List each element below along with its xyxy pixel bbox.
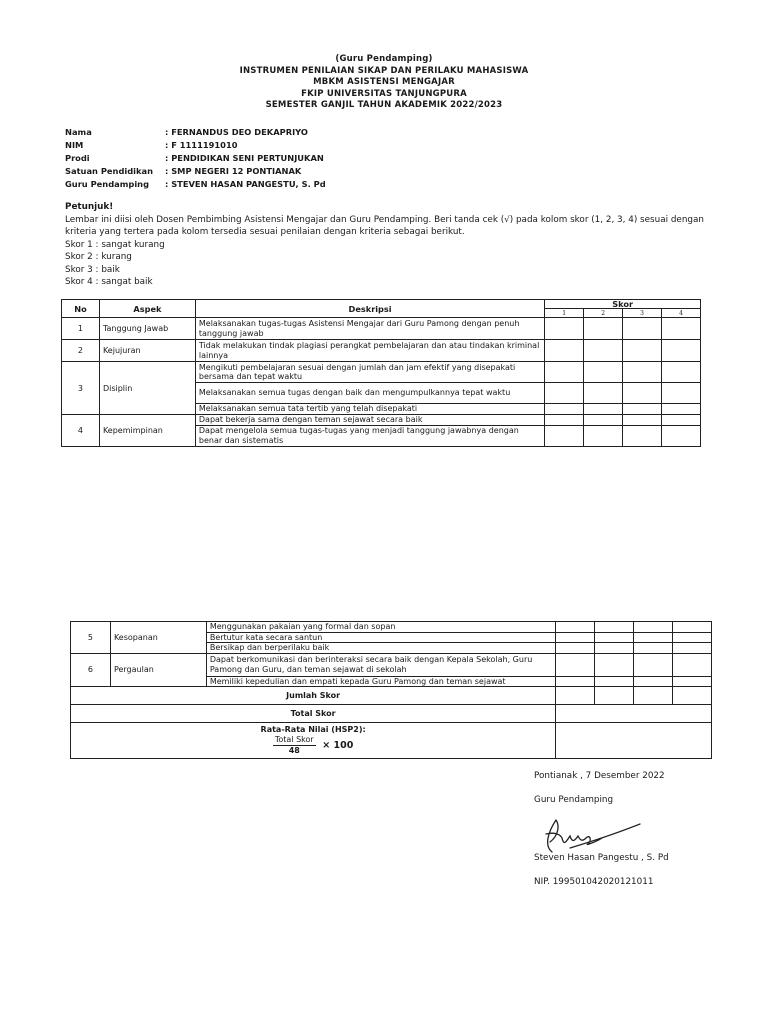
- score-cell[interactable]: [662, 318, 701, 340]
- score-cell[interactable]: [545, 362, 584, 383]
- score-cell[interactable]: [584, 404, 623, 415]
- score-cell[interactable]: [545, 318, 584, 340]
- skor-col-4: 4: [662, 309, 701, 318]
- score-cell[interactable]: [634, 643, 673, 654]
- score-cell[interactable]: [623, 383, 662, 404]
- score-cell[interactable]: [595, 632, 634, 643]
- identity-row: [65, 139, 326, 152]
- score-cell[interactable]: [634, 687, 673, 705]
- score-cell[interactable]: [556, 622, 595, 633]
- row-description: Menggunakan pakaian yang formal dan sopan: [206, 622, 555, 633]
- score-cell[interactable]: [556, 687, 595, 705]
- total-row: [71, 705, 712, 723]
- score-cell[interactable]: [556, 676, 595, 687]
- skor-col-1: 1: [545, 309, 584, 318]
- row-aspect: Tanggung Jawab: [99, 318, 195, 340]
- identity-label: Nama: [65, 127, 92, 137]
- identity-label: NIM: [65, 140, 84, 150]
- identity-label: Satuan Pendidikan: [65, 166, 154, 176]
- score-cell[interactable]: [623, 362, 662, 383]
- score-cell[interactable]: [584, 362, 623, 383]
- col-header-no: No: [62, 300, 100, 318]
- row-number: 5: [71, 622, 111, 654]
- skor-col-3: 3: [623, 309, 662, 318]
- row-description: Mengikuti pembelajaran sesuai dengan jumlah dan jam efektif yang disepakati bersama dan tepat waktu: [195, 362, 544, 383]
- row-aspect: Kepemimpinan: [99, 415, 195, 447]
- score-cell[interactable]: [634, 622, 673, 633]
- score-cell[interactable]: [595, 653, 634, 676]
- score-cell[interactable]: [662, 425, 701, 446]
- table-row: [62, 340, 701, 362]
- col-header-deskripsi: Deskripsi: [195, 300, 544, 318]
- score-cell[interactable]: [662, 362, 701, 383]
- score-cell[interactable]: [662, 340, 701, 362]
- row-description: Memiliki kepedulian dan empati kepada Guru Pamong dan teman sejawat: [206, 676, 555, 687]
- score-cell[interactable]: [673, 643, 712, 654]
- row-description: Bertutur kata secara santun: [206, 632, 555, 643]
- instructions-title: Petunjuk!: [65, 202, 114, 212]
- score-cell[interactable]: [662, 383, 701, 404]
- total-skor-value[interactable]: [556, 705, 712, 723]
- score-cell[interactable]: [634, 676, 673, 687]
- row-aspect: Disiplin: [99, 362, 195, 415]
- identity-label: Guru Pendamping: [65, 179, 150, 189]
- header-subtitle: (Guru Pendamping): [335, 54, 433, 64]
- identity-value: : FERNANDUS DEO DEKAPRIYO: [165, 127, 308, 137]
- row-aspect: Kejujuran: [99, 340, 195, 362]
- handwritten-signature: [540, 812, 650, 862]
- col-header-aspek: Aspek: [99, 300, 195, 318]
- score-cell[interactable]: [662, 404, 701, 415]
- identity-row: [65, 152, 326, 165]
- row-description: Melaksanakan semua tugas dengan baik dan mengumpulkannya tepat waktu: [195, 383, 544, 404]
- row-number: 4: [62, 415, 100, 447]
- header-faculty: FKIP UNIVERSITAS TANJUNGPURA: [301, 88, 467, 99]
- assessment-table-part1: [61, 299, 701, 447]
- table-row: [62, 415, 701, 426]
- identity-value: : SMP NEGERI 12 PONTIANAK: [165, 166, 302, 176]
- row-description: Dapat bekerja sama dengan teman sejawat secara baik: [195, 415, 544, 426]
- average-label: Rata-Rata Nilai (HSP2):: [260, 725, 366, 734]
- row-description: Dapat berkomunikasi dan berinteraksi secara baik dengan Kepala Sekolah, Guru Pamong dan Guru, dan teman sejawat di sekolah: [206, 653, 555, 676]
- jumlah-skor-label: Jumlah Skor: [71, 687, 556, 705]
- score-cell[interactable]: [545, 415, 584, 426]
- table-row: [71, 653, 712, 676]
- table-row: [62, 362, 701, 383]
- score-cell[interactable]: [584, 425, 623, 446]
- score-cell[interactable]: [673, 687, 712, 705]
- score-cell[interactable]: [634, 653, 673, 676]
- score-cell[interactable]: [623, 425, 662, 446]
- score-cell[interactable]: [673, 676, 712, 687]
- score-cell[interactable]: [595, 622, 634, 633]
- score-cell[interactable]: [623, 404, 662, 415]
- identity-value: : F 1111191010: [165, 140, 238, 150]
- score-cell[interactable]: [584, 340, 623, 362]
- identity-row: [65, 126, 326, 139]
- identity-row: [65, 165, 326, 178]
- score-cell[interactable]: [595, 676, 634, 687]
- score-cell[interactable]: [595, 643, 634, 654]
- score-cell[interactable]: [595, 687, 634, 705]
- score-scale-item: Skor 3 : baik: [65, 264, 120, 275]
- row-number: 1: [62, 318, 100, 340]
- score-cell[interactable]: [584, 318, 623, 340]
- average-value[interactable]: [556, 723, 712, 759]
- total-skor-label: Total Skor: [71, 705, 556, 723]
- score-cell[interactable]: [545, 340, 584, 362]
- average-formula: [71, 723, 556, 759]
- formula-numerator: Total Skor: [274, 735, 314, 744]
- identity-label: Prodi: [65, 153, 90, 163]
- identity-value: : STEVEN HASAN PANGESTU, S. Pd: [165, 179, 326, 189]
- score-cell[interactable]: [584, 383, 623, 404]
- row-description: Melaksanakan semua tata tertib yang telah disepakati: [195, 404, 544, 415]
- row-aspect: Kesopanan: [110, 622, 206, 654]
- row-number: 3: [62, 362, 100, 415]
- header-program: MBKM ASISTENSI MENGAJAR: [313, 77, 455, 87]
- score-cell[interactable]: [662, 415, 701, 426]
- col-header-skor: Skor: [545, 300, 701, 309]
- score-scale-item: Skor 4 : sangat baik: [65, 277, 153, 287]
- score-cell[interactable]: [545, 383, 584, 404]
- score-cell[interactable]: [623, 340, 662, 362]
- score-cell[interactable]: [584, 415, 623, 426]
- row-description: Bersikap dan berperilaku baik: [206, 643, 555, 654]
- table-row: [62, 318, 701, 340]
- score-cell[interactable]: [556, 643, 595, 654]
- identity-value: : PENDIDIKAN SENI PERTUNJUKAN: [165, 153, 324, 163]
- signer-role: Guru Pendamping: [534, 795, 614, 805]
- identity-block: [65, 126, 326, 191]
- score-cell[interactable]: [556, 632, 595, 643]
- identity-row: [65, 178, 326, 191]
- place-date: Pontianak , 7 Desember 2022: [534, 771, 665, 781]
- score-scale-item: Skor 1 : sangat kurang: [65, 239, 165, 250]
- skor-col-2: 2: [584, 309, 623, 318]
- header-semester: SEMESTER GANJIL TAHUN AKADEMIK 2022/2023: [265, 100, 503, 110]
- table-header-row: [62, 300, 701, 309]
- row-number: 6: [71, 653, 111, 687]
- row-description: Tidak melakukan tindak plagiasi perangkat pembelajaran dan atau tindakan kriminal lainnya: [195, 340, 544, 362]
- sum-row: [71, 687, 712, 705]
- score-scale-item: Skor 2 : kurang: [65, 252, 132, 262]
- instructions: [65, 201, 715, 289]
- score-scale: [65, 239, 715, 289]
- instructions-text: Lembar ini diisi oleh Dosen Pembimbing Asistensi Mengajar dan Guru Pendamping. Beri tanda cek (√) pada kolom skor (1, 2, 3, 4) sesuai dengan kriteria yang tertera pada kolom tersedia sesuai penilaian dengan kriteria sebagai berikut.: [65, 214, 704, 237]
- score-cell[interactable]: [623, 318, 662, 340]
- score-cell[interactable]: [623, 415, 662, 426]
- score-cell[interactable]: [545, 425, 584, 446]
- signer-name: Steven Hasan Pangestu , S. Pd: [534, 853, 669, 863]
- signer-nip: NIP. 199501042020121011: [534, 877, 654, 887]
- row-description: Dapat mengelola semua tugas-tugas yang menjadi tanggung jawabnya dengan benar dan sistematis: [195, 425, 544, 446]
- score-cell[interactable]: [673, 653, 712, 676]
- formula-multiplier: × 100: [322, 739, 354, 751]
- score-cell[interactable]: [634, 632, 673, 643]
- row-number: 2: [62, 340, 100, 362]
- score-cell[interactable]: [545, 404, 584, 415]
- formula-fraction: [273, 735, 316, 756]
- row-aspect: Pergaulan: [110, 653, 206, 687]
- score-cell[interactable]: [673, 622, 712, 633]
- header-title: INSTRUMEN PENILAIAN SIKAP DAN PERILAKU MAHASISWA: [239, 65, 529, 76]
- score-cell[interactable]: [673, 632, 712, 643]
- assessment-table-part2: [70, 621, 712, 759]
- table-row: [71, 622, 712, 633]
- score-cell[interactable]: [556, 653, 595, 676]
- average-row: [71, 723, 712, 759]
- formula-denominator: 48: [288, 746, 300, 755]
- row-description: Melaksanakan tugas-tugas Asistensi Mengajar dari Guru Pamong dengan penuh tanggung jawab: [195, 318, 544, 340]
- document-header: [0, 54, 768, 112]
